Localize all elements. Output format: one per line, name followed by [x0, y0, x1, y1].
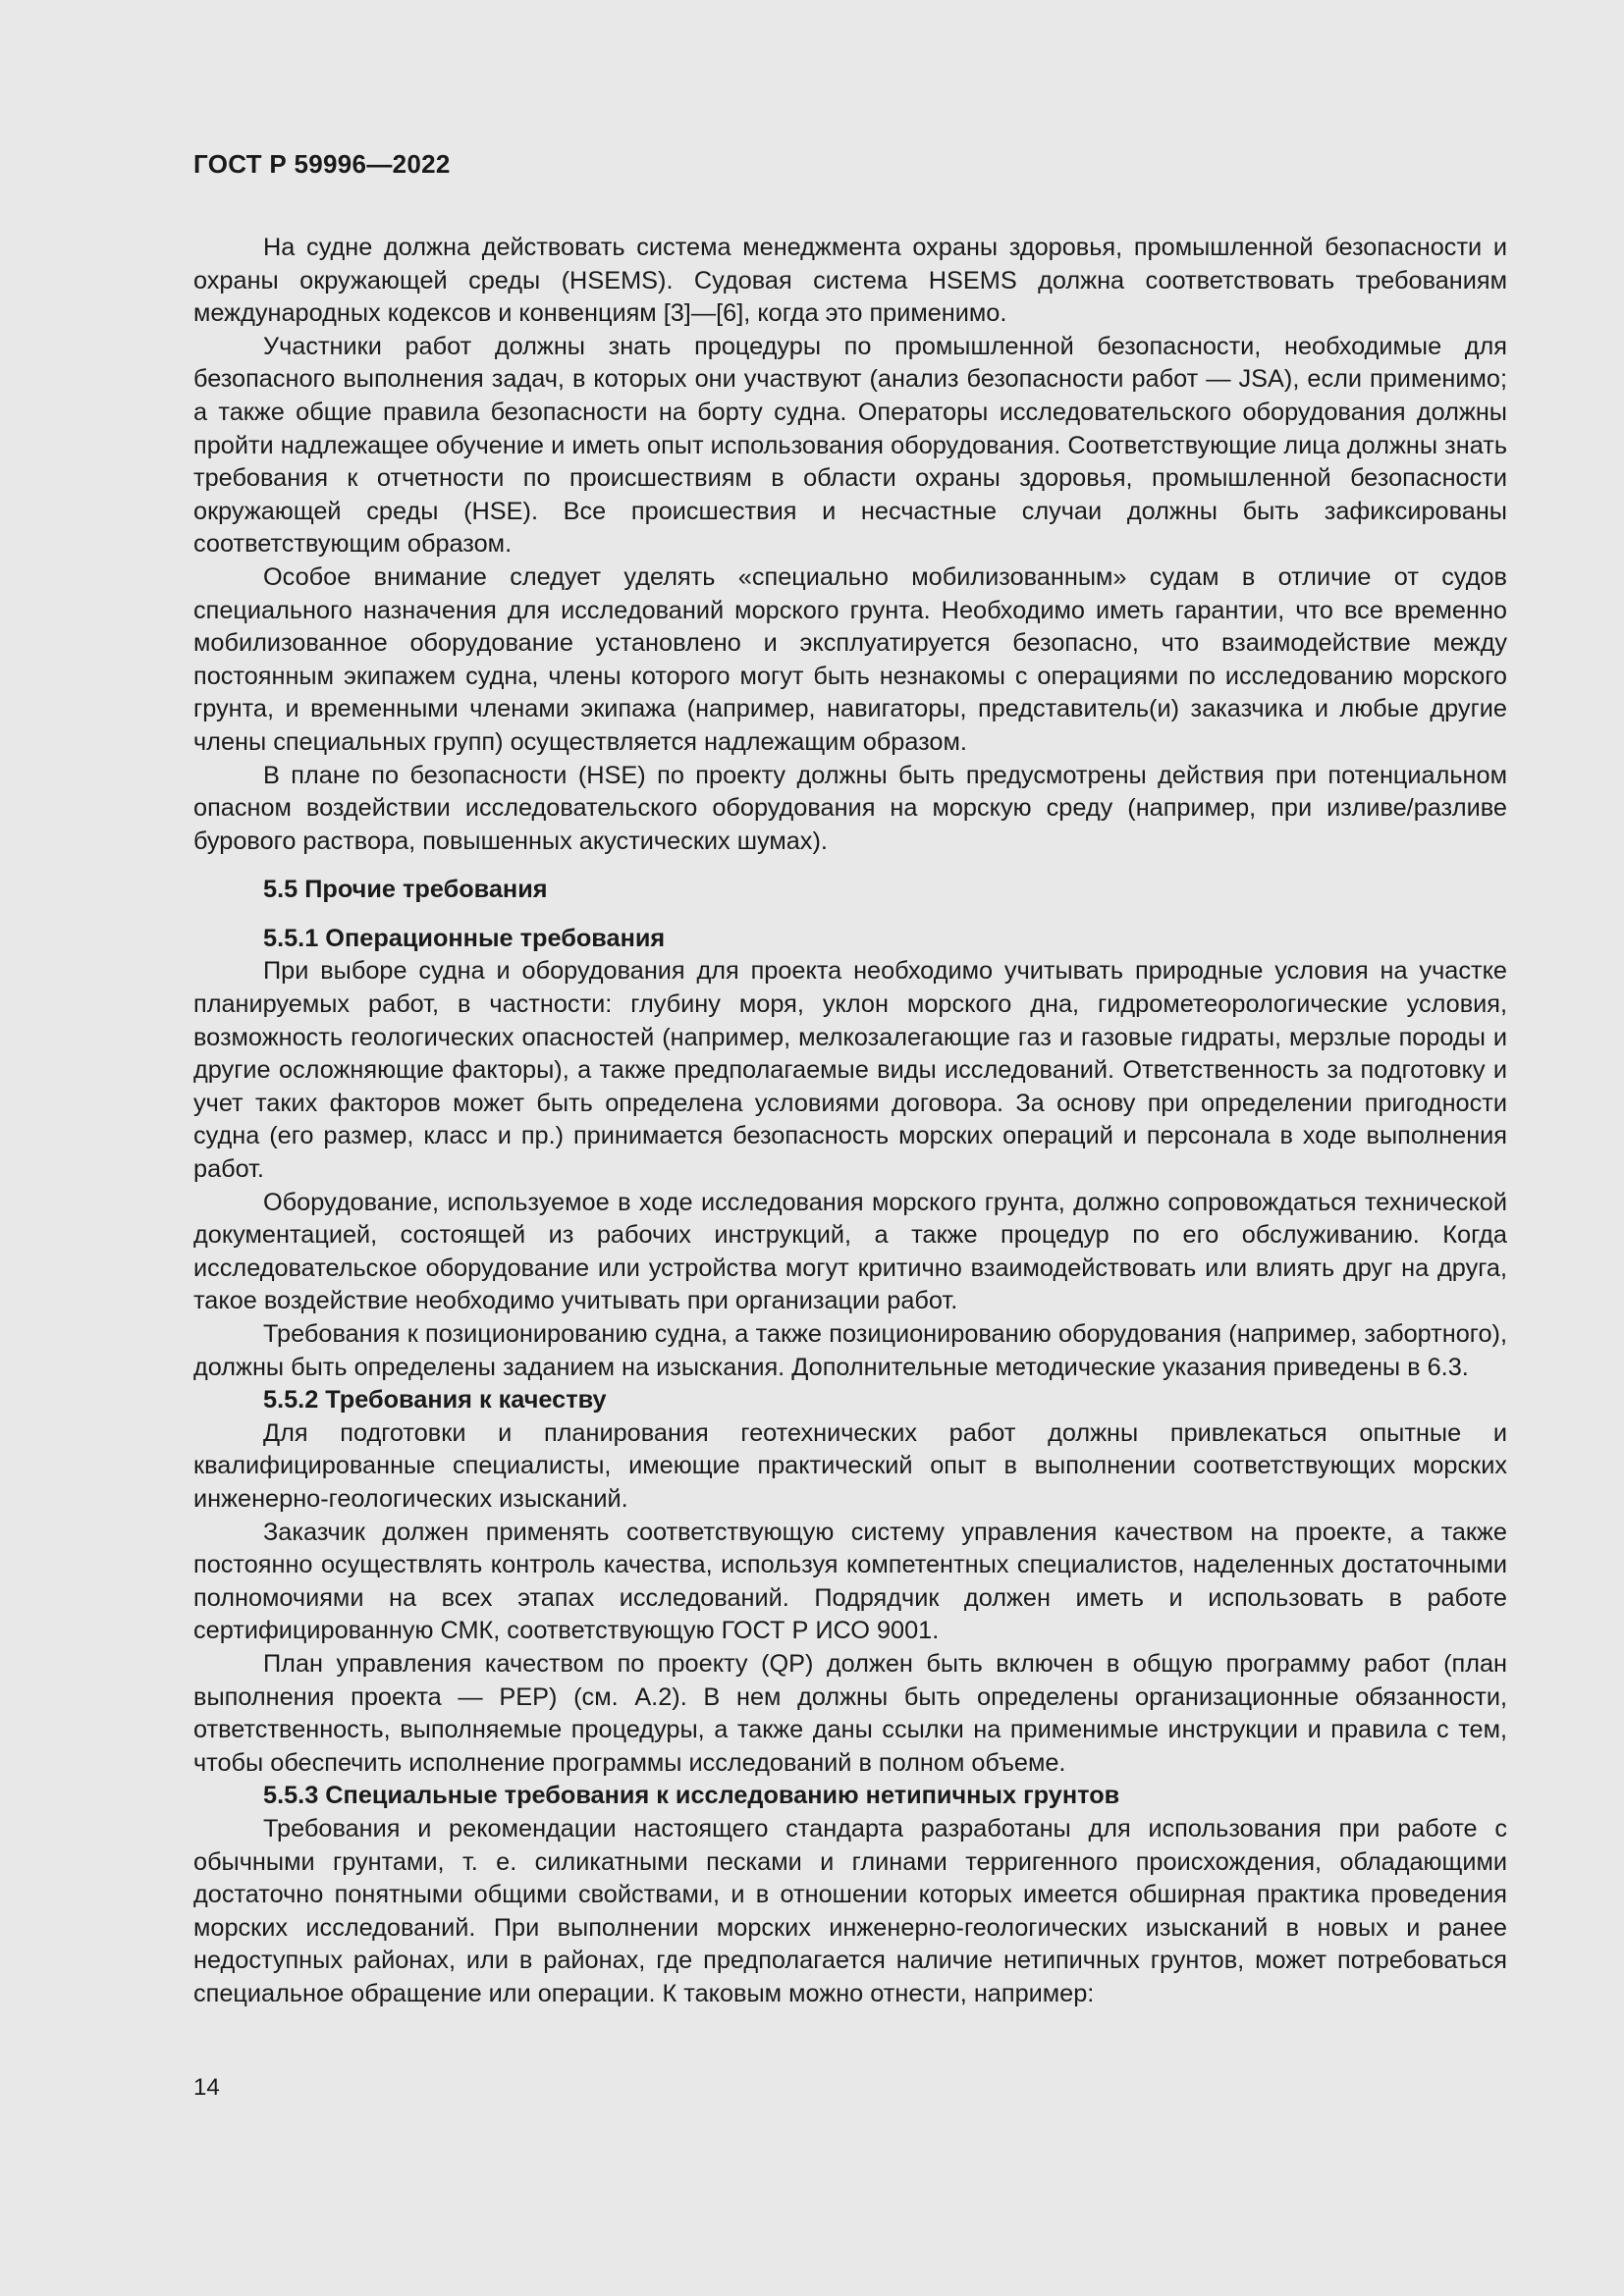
paragraph-5-5-2-3: План управления качеством по проекту (QP) должен быть включен в общую программу работ (план выполнения проекта — PEP) (см. А.2). В нем должны быть определены организационные обязанности, ответственность, выполняемые процедуры, а также даны ссылки на применимые инструкции и правила с тем, чтобы обеспечить исполнение программы исследований в полном объеме.	[193, 1649, 1507, 1777]
paragraph-5-5-2-1: Для подготовки и планирования геотехнических работ должны привлекаться опытные и квалифицированные специалисты, имеющие практический опыт в выполнении соответствующих морских инженерно-геологических изысканий.	[193, 1418, 1507, 1513]
section-heading-5-5-2: 5.5.2 Требования к качеству	[263, 1386, 607, 1415]
paragraph-intro-4: В плане по безопасности (HSE) по проекту должны быть предусмотрены действия при потенциальном опасном воздействии исследовательского оборудования на морскую среду (например, при изливе/разливе бурового раствора, повышенных акустических шумах).	[193, 761, 1507, 855]
paragraph-5-5-1-3: Требования к позиционированию судна, а также позиционированию оборудования (например, забортного), должны быть определены заданием на изыскания. Дополнительные методические указания приведены в 6.3.	[193, 1320, 1507, 1381]
section-heading-5-5-1: 5.5.1 Операционные требования	[263, 924, 666, 952]
document-page	[193, 147, 1507, 2010]
document-code-header: ГОСТ Р 59996—2022	[193, 149, 451, 179]
document-body	[193, 232, 1507, 2010]
paragraph-intro-2: Участники работ должны знать процедуры по промышленной безопасности, необходимые для безопасного выполнения задач, в которых они участвуют (анализ безопасности работ — JSA), если применимо; а также общие правила безопасности на борту судна. Операторы исследовательского оборудования должны пройти надлежащее обучение и иметь опыт использования оборудования. Соответствующие лица должны знать требования к отчетности по происшествиям в области охраны здоровья, промышленной безопасности окружающей среды (HSE). Все происшествия и несчастные случаи должны быть зафиксированы соответствующим образом.	[193, 332, 1507, 559]
paragraph-5-5-2-2: Заказчик должен применять соответствующую систему управления качеством на проекте, а также постоянно осуществлять контроль качества, используя компетентных специалистов, наделенных достаточными полномочиями на всех этапах исследований. Подрядчик должен иметь и использовать в работе сертифицированную СМК, соответствующую ГОСТ Р ИСО 9001.	[193, 1518, 1507, 1645]
section-heading-5-5-3: 5.5.3 Специальные требования к исследованию нетипичных грунтов	[263, 1782, 1120, 1810]
paragraph-5-5-3-1: Требования и рекомендации настоящего стандарта разработаны для использования при работе с обычными грунтами, т. е. силикатными песками и глинами терригенного происхождения, обладающими достаточно понятными общими свойствами, и в отношении которых имеется обширная практика проведения морских исследований. При выполнении морских инженерно-геологических изысканий в новых и ранее недоступных районах, или в районах, где предполагается наличие нетипичных грунтов, может потребоваться специальное обращение или операции. К таковым можно отнести, например:	[193, 1814, 1507, 2007]
paragraph-intro-1: На судне должна действовать система менеджмента охраны здоровья, промышленной безопасности и охраны окружающей среды (HSEMS). Судовая система HSEMS должна соответствовать требованиям международных кодексов и конвенциям [3]—[6], когда это применимо.	[193, 234, 1507, 328]
paragraph-5-5-1-1: При выборе судна и оборудования для проекта необходимо учитывать природные условия на участке планируемых работ, в частности: глубину моря, уклон морского дна, гидрометеорологические условия, возможность геологических опасностей (например, мелкозалегающие газ и газовые гидраты, мерзлые породы и другие осложняющие факторы), а также предполагаемые виды исследований. Ответственность за подготовку и учет таких факторов может быть определена условиями договора. За основу при определении пригодности судна (его размер, класс и пр.) принимается безопасность морских операций и персонала в ходе выполнения работ.	[193, 957, 1507, 1184]
page-number: 14	[193, 2074, 220, 2101]
paragraph-intro-3: Особое внимание следует уделять «специально мобилизованным» судам в отличие от судов специального назначения для исследований морского грунта. Необходимо иметь гарантии, что все временно мобилизованное оборудование установлено и эксплуатируется безопасно, что взаимодействие между постоянным экипажем судна, члены которого могут быть незнакомы с операциями по исследованию морского грунта, и временными членами экипажа (например, навигаторы, представитель(и) заказчика и любые другие члены специальных групп) осуществляется надлежащим образом.	[193, 562, 1507, 756]
section-heading-5-5: 5.5 Прочие требования	[263, 876, 548, 904]
paragraph-5-5-1-2: Оборудование, используемое в ходе исследования морского грунта, должно сопровождаться технической документацией, состоящей из рабочих инструкций, а также процедур по его обслуживанию. Когда исследовательское оборудование или устройства могут критично взаимодействовать или влиять друг на друга, такое воздействие необходимо учитывать при организации работ.	[193, 1188, 1507, 1315]
